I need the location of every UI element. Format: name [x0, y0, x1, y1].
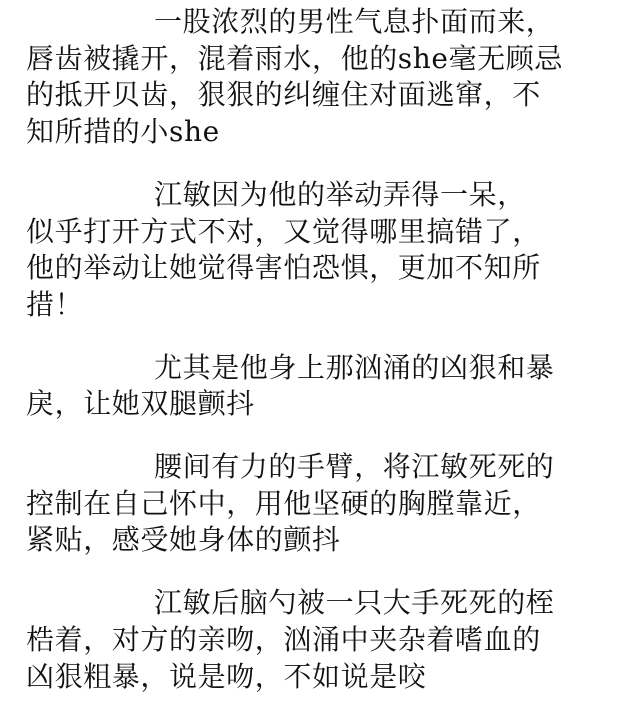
text-line: 知所措的小she	[26, 115, 220, 149]
text-line: 紧贴，感受她身体的颤抖	[26, 523, 341, 557]
text-line: 凶狠粗暴，说是吻，不如说是咬	[26, 659, 427, 693]
text-line: 措！	[26, 287, 84, 321]
paragraph-2	[26, 177, 618, 324]
text-line: 一股浓烈的男性气息扑面而来，	[154, 5, 555, 38]
text-line: 戾，让她双腿颤抖	[26, 387, 255, 421]
text-line: 尤其是他身上那汹涌的凶狠和暴	[154, 350, 555, 384]
text-line: 的抵开贝齿，狠狠的纠缠住对面逃窜，不	[26, 78, 541, 112]
text-line: 他的举动让她觉得害怕恐惧，更加不知所	[26, 251, 541, 285]
paragraph-1	[26, 4, 618, 151]
paragraph-4	[26, 449, 618, 559]
text-line: 唇齿被撬开，混着雨水，他的she毫无顾忌	[26, 41, 563, 75]
text-line: 江敏因为他的举动弄得一呆，	[154, 177, 526, 211]
text-line: 控制在自己怀中，用他坚硬的胸膛靠近，	[26, 486, 541, 520]
text-line: 梏着，对方的亲吻，汹涌中夹杂着嗜血的	[26, 622, 541, 656]
text-line: 腰间有力的手臂，将江敏死死的	[154, 450, 555, 484]
paragraph-5	[26, 585, 618, 695]
text-line: 似乎打开方式不对，又觉得哪里搞错了，	[26, 214, 541, 248]
text-line: 江敏后脑勺被一只大手死死的桎	[154, 586, 555, 620]
paragraph-3	[26, 350, 618, 423]
